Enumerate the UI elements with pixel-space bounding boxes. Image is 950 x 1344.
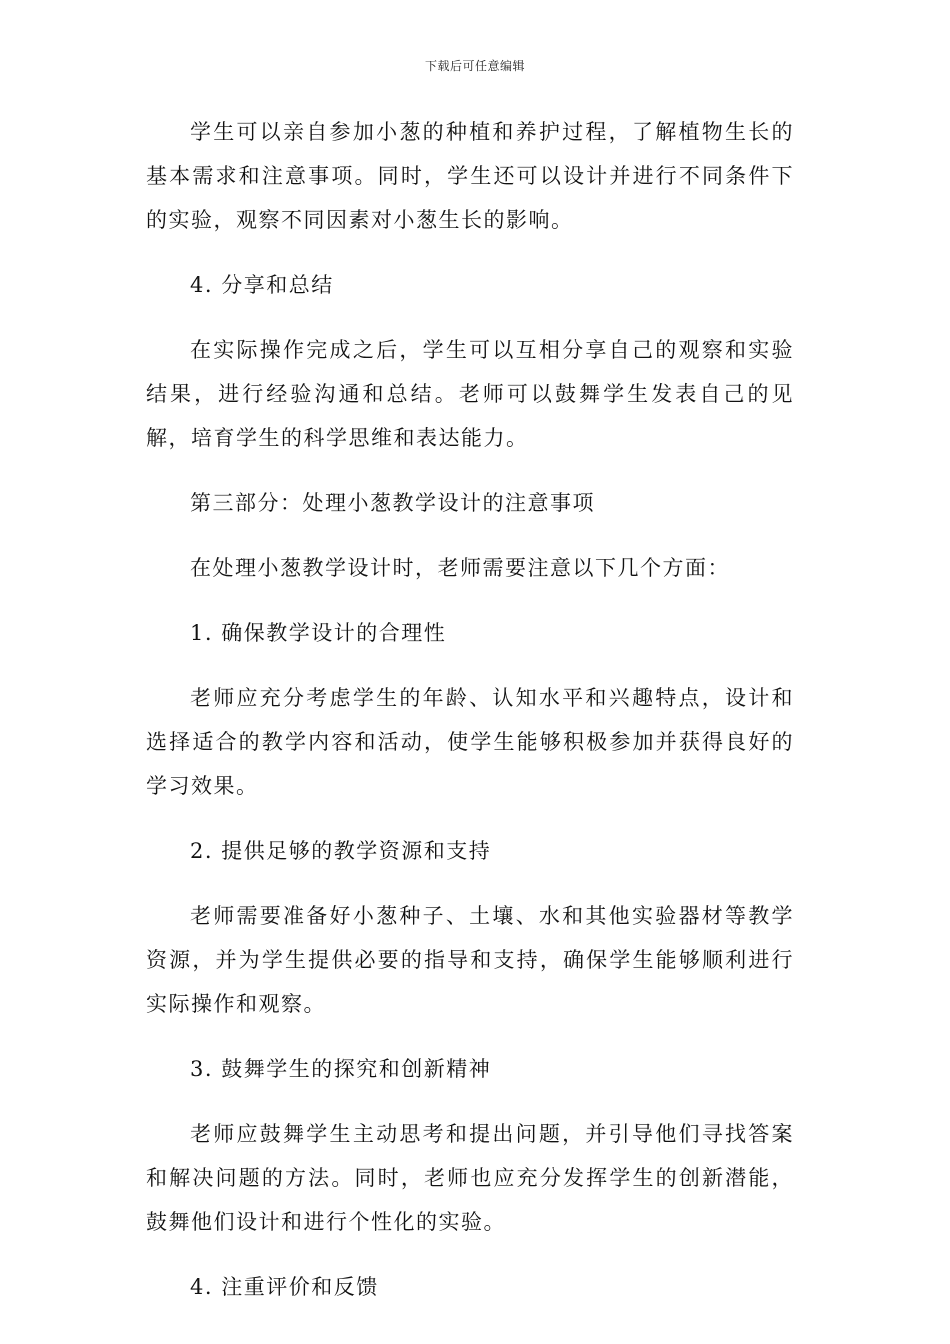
- paragraph-inquiry-innovation: 老师应鼓舞学生主动思考和提出问题，并引导他们寻找答案和解决问题的方法。同时，老师也应充分发挥学生的创新潜能，鼓舞他们设计和进行个性化的实验。: [146, 1122, 794, 1234]
- paragraph-resources-support: 老师需要准备好小葱种子、土壤、水和其他实验器材等教学资源，并为学生提供必要的指导和支持，确保学生能够顺利进行实际操作和观察。: [146, 904, 794, 1016]
- paragraph-intro-considerations: 在处理小葱教学设计时，老师需要注意以下几个方面：: [190, 556, 730, 580]
- page-header: 下载后可任意编辑: [424, 59, 525, 73]
- heading-share-summary: 4. 分享和总结: [190, 273, 334, 297]
- heading-reasonable-design: 1. 确保教学设计的合理性: [190, 621, 447, 645]
- section-title-part-three: 第三部分：处理小葱教学设计的注意事项: [190, 491, 595, 515]
- paragraph-share-results: 在实际操作完成之后，学生可以互相分享自己的观察和实验结果，进行经验沟通和总结。老师可以鼓舞学生发表自己的见解，培育学生的科学思维和表达能力。: [146, 338, 794, 450]
- paragraph-reasonable-design: 老师应充分考虑学生的年龄、认知水平和兴趣特点，设计和选择适合的教学内容和活动，使学生能够积极参加并获得良好的学习效果。: [146, 686, 794, 798]
- heading-evaluation-feedback: 4. 注重评价和反馈: [190, 1275, 379, 1299]
- paragraph-planting-practice: 学生可以亲自参加小葱的种植和养护过程，了解植物生长的基本需求和注意事项。同时，学生还可以设计并进行不同条件下的实验，观察不同因素对小葱生长的影响。: [146, 120, 794, 232]
- heading-inquiry-innovation: 3. 鼓舞学生的探究和创新精神: [190, 1057, 492, 1081]
- heading-resources-support: 2. 提供足够的教学资源和支持: [190, 839, 492, 863]
- document-body: [146, 110, 794, 1330]
